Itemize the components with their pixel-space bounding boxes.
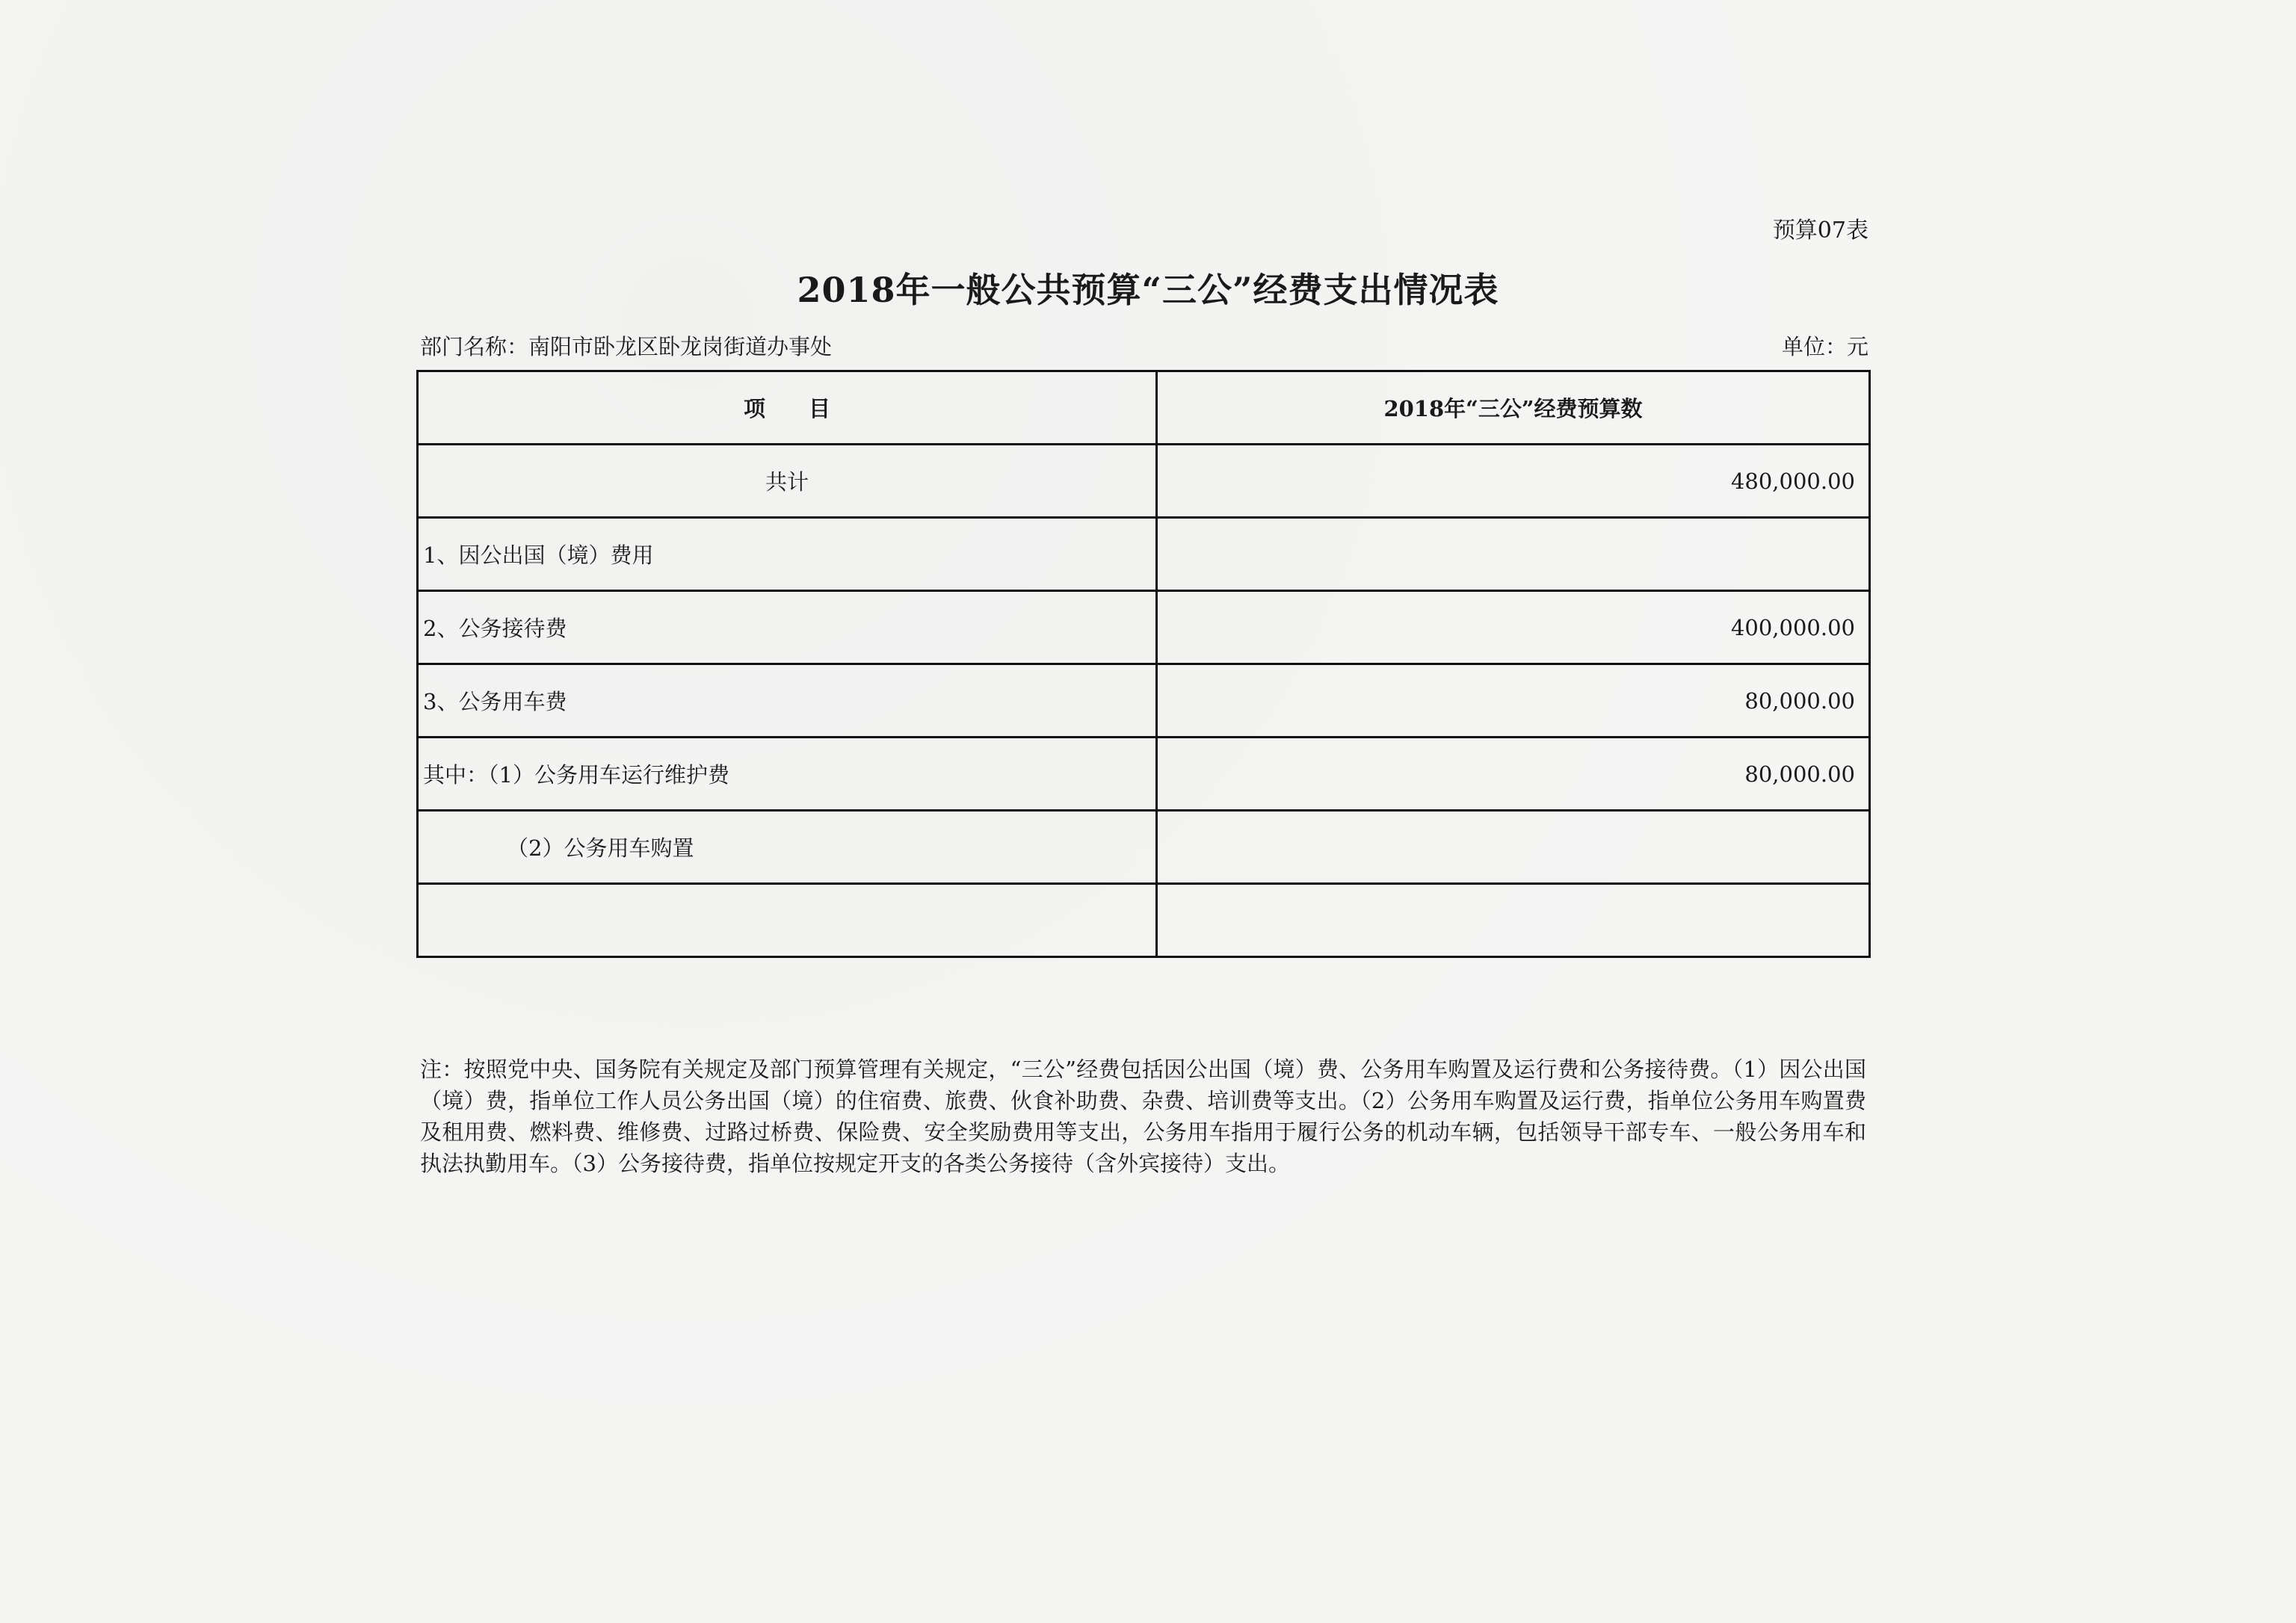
budget-table xyxy=(416,370,1871,958)
header-amount: 2018年“三公”经费预算数 xyxy=(1157,371,1870,445)
table-row xyxy=(418,591,1870,664)
unit-label: 单位：元 xyxy=(1781,334,1868,359)
table-row-total xyxy=(418,445,1870,518)
row-item: （2）公务用车购置 xyxy=(418,811,1157,884)
row-amount xyxy=(1157,811,1870,884)
row-item: 1、因公出国（境）费用 xyxy=(418,518,1157,591)
row-item: 其中：（1）公务用车运行维护费 xyxy=(418,738,1157,811)
table-header-row xyxy=(418,371,1870,445)
department-name: 部门名称：南阳市卧龙区卧龙岗街道办事处 xyxy=(420,334,833,359)
row-amount xyxy=(1157,518,1870,591)
row-amount xyxy=(1157,884,1870,957)
row-amount: 480,000.00 xyxy=(1157,445,1870,518)
row-item xyxy=(418,884,1157,957)
table-row xyxy=(418,811,1870,884)
row-item: 共计 xyxy=(418,445,1157,518)
table-row xyxy=(418,664,1870,738)
header-item: 项 目 xyxy=(418,371,1157,445)
row-amount: 80,000.00 xyxy=(1157,664,1870,738)
footnote: 注：按照党中央、国务院有关规定及部门预算管理有关规定，“三公”经费包括因公出国（境）费、公务用车购置及运行费和公务接待费。（1）因公出国（境）费，指单位工作人员公务出国（境）的住宿费、旅费、伙食补助费、杂费、培训费等支出。（2）公务用车购置及运行费，指单位公务用车购置费及租用费、燃料费、维修费、过路过桥费、保险费、安全奖励费用等支出，公务用车指用于履行公务的机动车辆，包括领导干部专车、一般公务用车和执法执勤用车。（3）公务接待费，指单位按规定开支的各类公务接待（含外宾接待）支出。 xyxy=(420,1057,1866,1176)
row-amount: 80,000.00 xyxy=(1157,738,1870,811)
row-item: 2、公务接待费 xyxy=(418,591,1157,664)
table-row-empty xyxy=(418,884,1870,957)
row-item: 3、公务用车费 xyxy=(418,664,1157,738)
row-amount: 400,000.00 xyxy=(1157,591,1870,664)
form-code: 预算07表 xyxy=(1772,217,1868,244)
table-row xyxy=(418,518,1870,591)
page-title: 2018年一般公共预算“三公”经费支出情况表 xyxy=(797,270,1499,310)
table-row xyxy=(418,738,1870,811)
